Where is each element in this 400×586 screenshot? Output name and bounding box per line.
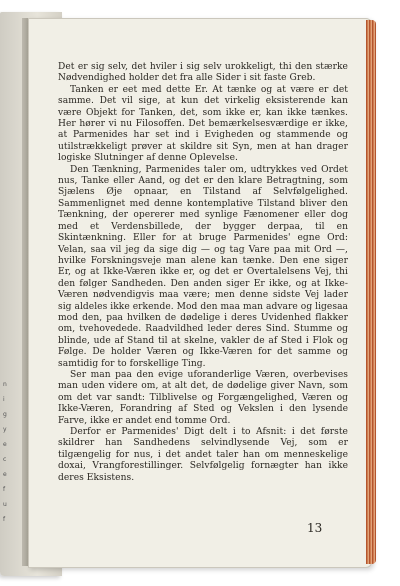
left-margin-letter: n bbox=[3, 381, 7, 388]
paragraph: Tanken er eet med dette Er. At tænke og at være er det samme. Det vil sige, at kun det virkelig eksisterende kan være Objekt for Tanken, det, som ikke er, kan ikke tænkes. Her hører vi nu Filosoffen. Det bemærkelsesværdige er ikke, at Parmenides har set ind i Evigheden og stammende og utilstrækkeligt prøver at skildre sit Syn, men at han drager logiske Slutninger af denne Oplevelse. bbox=[58, 84, 348, 164]
left-page-margin-letters bbox=[3, 382, 11, 523]
left-margin-letter: c bbox=[3, 456, 7, 463]
left-margin-letter: f bbox=[3, 516, 6, 523]
page-number: 13 bbox=[307, 521, 323, 535]
left-margin-letter: u bbox=[3, 501, 7, 508]
page-body-text bbox=[58, 62, 348, 484]
paragraph: Den Tænkning, Parmenides taler om, udtrykkes ved Ordet nus, Tanke eller Aand, og det er den klare Betragtning, som Sjælens Øje opnaar, en Tilstand af Selvfølgelighed. Sammenlignet med denne kontemplative Tilstand bliver den Tænkning, der opererer med synlige Fænomener eller dog med et Verdensbillede, der bygger derpaa, til en Skintænkning. Eller for at bruge Parmenides' egne Ord: Velan, saa vil jeg da sige dig — og tag Vare paa mit Ord —, hvilke Forskningsveje man alene kan tænke. Den ene siger Er, og at Ikke-Væren ikke er, og det er Overtalelsens Vej, thi den følger Sandheden. Den anden siger Er ikke, og at Ikke-Væren nødvendigvis maa være; men denne sidste Vej lader sig aldeles ikke erkende. Mod den maa man advare og ligesaa mod den, paa hvilken de dødelige i deres Uvidenhed flakker om, tvehovedede. Raadvildhed leder deres Sind. Stumme og blinde, ude af Stand til at skelne, vakler de af Sted i Flok og Følge. De holder Væren og Ikke-Væren for det samme og samtidig for to forskellige Ting. bbox=[58, 164, 349, 369]
page-edges bbox=[366, 20, 376, 564]
left-margin-letter: g bbox=[3, 411, 7, 418]
left-margin-letter: e bbox=[3, 441, 7, 448]
left-margin-letter: i bbox=[3, 396, 5, 403]
left-margin-letter: y bbox=[3, 426, 7, 433]
left-margin-letter: f bbox=[3, 486, 6, 493]
paragraph: Det er sig selv, det hviler i sig selv urokkeligt, thi den stærke Nødvendighed holder det fra alle Sider i sit faste Greb. bbox=[58, 62, 348, 84]
paragraph: Derfor er Parmenides' Digt delt i to Afsnit: i det første skildrer han Sandhedens selvindlysende Vej, som er tilgængelig for nus, i det andet taler han om menneskelige doxai, Vrangforestillinger. Selvfølgelig fornægter han ikke deres Eksistens. bbox=[58, 427, 348, 483]
left-margin-letter: e bbox=[3, 471, 7, 478]
paragraph: Ser man paa den evige uforanderlige Væren, overbevises man uden videre om, at alt det, de dødelige giver Navn, som om det var sandt: Tilblivelse og Forgængelighed, Væren og Ikke-Væren, Forandring af Sted og Vekslen i den lysende Farve, ikke er andet end tomme Ord. bbox=[58, 369, 348, 426]
